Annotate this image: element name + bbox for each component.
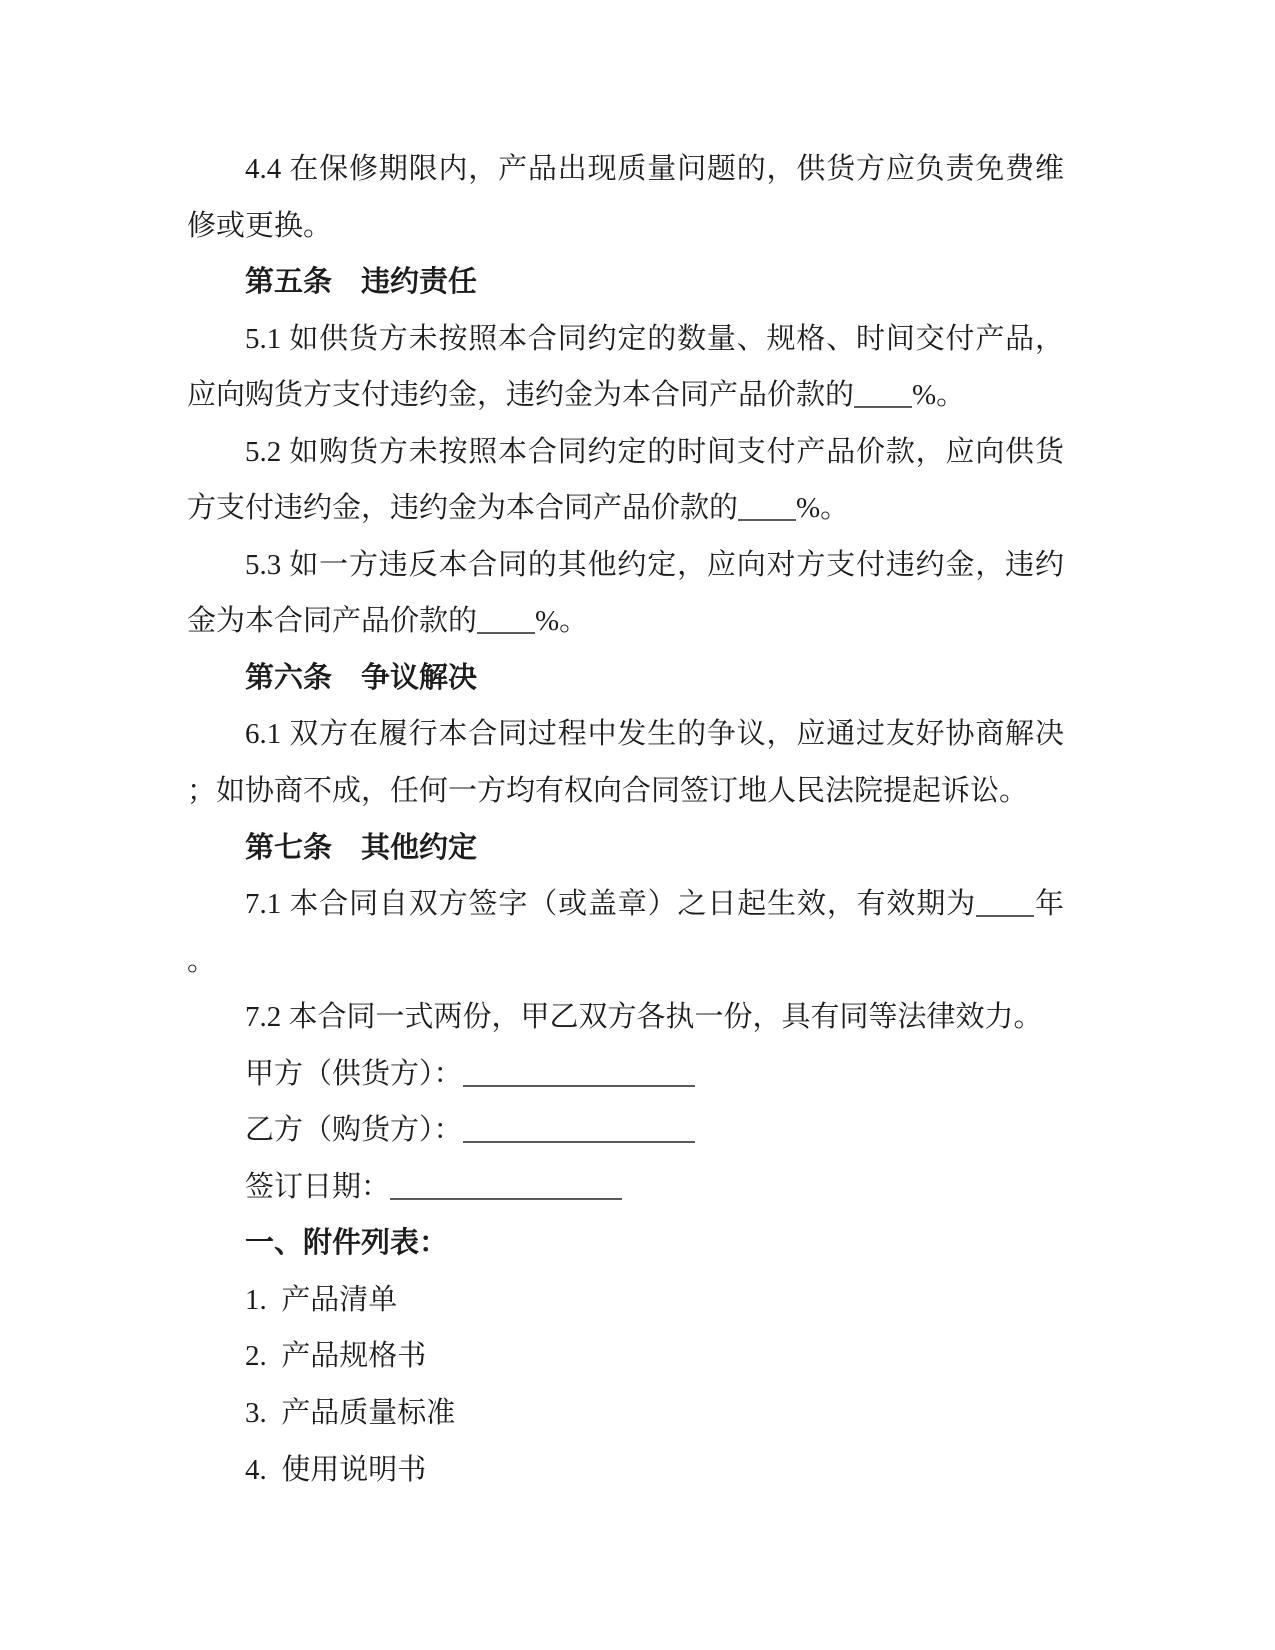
fill-in-blank (976, 886, 1034, 917)
fill-in-blank (477, 603, 535, 634)
fill-in-blank (854, 377, 912, 408)
document-line: ；如协商不成，任何一方均有权向合同签订地人民法院提起诉讼。 (187, 775, 1029, 808)
line-text: 7.1 本合同自双方签字（或盖章）之日起生效，有效期为 (245, 888, 977, 921)
document-line: 4.4 在保修期限内，产品出现质量问题的，供货方应负责免费维 (245, 153, 1064, 185)
document-line: 4. 使用说明书 (245, 1453, 427, 1486)
document-line: 5.1 如供货方未按照本合同约定的数量、规格、时间交付产品， (245, 322, 1064, 355)
line-text: 签订日期： (245, 1170, 391, 1203)
line-text: %。 (912, 379, 966, 412)
document-line: 5.3 如一方违反本合同的其他约定，应向对方支付违约金，违约 (245, 548, 1064, 581)
fill-in-blank (738, 490, 796, 521)
document-line: 1. 产品清单 (245, 1283, 398, 1316)
document-line: 3. 产品质量标准 (245, 1397, 456, 1430)
fill-in-blank (390, 1169, 622, 1200)
line-text: 乙方（购货方）： (245, 1114, 463, 1147)
document-line: 6.1 双方在履行本合同过程中发生的争议，应通过友好协商解决 (245, 718, 1064, 751)
document-line (187, 367, 1064, 424)
line-text: 甲方（供货方）： (245, 1057, 463, 1090)
document-line (187, 1046, 1064, 1103)
document-line (187, 480, 1064, 537)
document-line: 。 (187, 944, 217, 977)
document-line: 修或更换。 (187, 209, 333, 242)
document-line (187, 1159, 1064, 1216)
document-line (187, 876, 1064, 933)
document-line (187, 593, 1064, 650)
document-line: 2. 产品规格书 (245, 1340, 427, 1373)
line-text: 金为本合同产品价款的 (187, 605, 478, 638)
contract-body (187, 141, 1064, 1498)
fill-in-blank (463, 1056, 695, 1087)
document-line (187, 1102, 1064, 1159)
section-heading-line: 第五条 违约责任 (245, 266, 478, 299)
line-text: %。 (796, 492, 850, 525)
document-line: 5.2 如购货方未按照本合同约定的时间支付产品价款，应向供货 (245, 435, 1064, 468)
section-heading-line: 一、附件列表： (245, 1227, 449, 1260)
document-line: 7.2 本合同一式两份，甲乙双方各执一份，具有同等法律效力。 (245, 1001, 1043, 1034)
line-text: %。 (535, 605, 589, 638)
section-heading-line: 第六条 争议解决 (245, 661, 478, 694)
fill-in-blank (463, 1112, 695, 1143)
section-heading-line: 第七条 其他约定 (245, 831, 478, 864)
line-text: 年 (1034, 888, 1064, 921)
line-text: 应向购货方支付违约金，违约金为本合同产品价款的 (187, 379, 855, 412)
line-text: 方支付违约金，违约金为本合同产品价款的 (187, 492, 739, 525)
